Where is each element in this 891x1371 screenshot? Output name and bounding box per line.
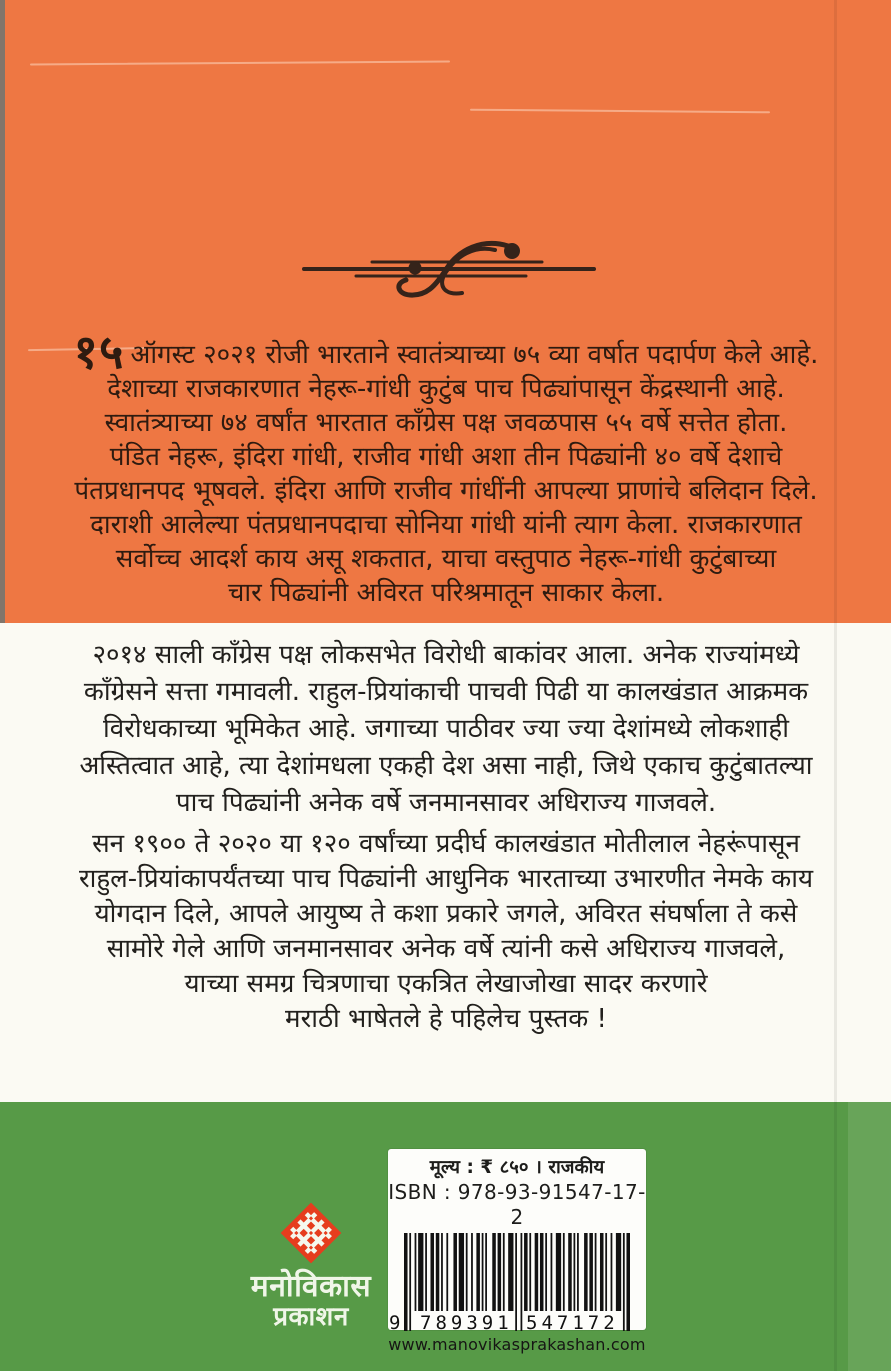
spine-fold-line	[834, 0, 837, 1371]
blurb-paragraph-1	[60, 325, 832, 610]
text-line: दाराशी आलेल्या पंतप्रधानपदाचा सोनिया गांधी यांनी त्याग केला. राजकारणात	[90, 510, 802, 540]
blurb-paragraph-2	[60, 637, 832, 822]
text-line: २०१४ साली काँग्रेस पक्ष लोकसभेत विरोधी बाकांवर आला. अनेक राज्यांमध्ये	[92, 640, 800, 670]
text-line: मराठी भाषेतले हे पहिलेच पुस्तक !	[285, 1004, 607, 1034]
text-line: काँग्रेसने सत्ता गमावली. राहुल-प्रियांकाची पाचवी पिढी या कालखंडात आक्रमक	[83, 677, 809, 707]
barcode	[389, 1233, 630, 1334]
flourish-divider-icon	[296, 238, 602, 302]
price-isbn-panel	[388, 1149, 646, 1354]
text-line: चार पिढ्यांनी अविरत परिश्रमातून साकार केला.	[227, 578, 665, 608]
price-text: मूल्य : ₹ ८५० । राजकीय	[429, 1157, 605, 1178]
publisher-name: मनोविकास	[250, 1269, 372, 1304]
barcode-digit-group1: 789391	[420, 1312, 513, 1334]
text-line: स्वातंत्र्याच्या ७४ वर्षांत भारतात काँग्रेस पक्ष जवळपास ५५ वर्षे सत्तेत होता.	[104, 408, 788, 438]
barcode-digit-lead: 9	[389, 1312, 401, 1334]
barcode-digits	[389, 1312, 630, 1334]
dropcap-numerals: १५	[73, 325, 125, 380]
text-line	[60, 325, 832, 380]
text-line: योगदान दिले, आपले आयुष्य ते कशा प्रकारे जगले, अविरत संघर्षाला ते कसे	[94, 899, 798, 929]
text-line: सर्वोच्च आदर्श काय असू शकतात, याचा वस्तुपाठ नेहरू-गांधी कुटुंबाच्या	[115, 544, 777, 574]
text-line: अस्तित्वात आहे, त्या देशांमधला एकही देश असा नाही, जिथे एकाच कुटुंबातल्या	[79, 751, 813, 781]
publisher-diamond-icon	[274, 1196, 348, 1270]
barcode-digit-group2: 547172	[526, 1312, 619, 1334]
publisher-logo	[233, 1196, 389, 1332]
text-line: पाच पिढ्यांनी अनेक वर्षे जनमानसावर अधिराज्य गाजवले.	[175, 788, 717, 818]
text-line: पंडित नेहरू, इंदिरा गांधी, राजीव गांधी अशा तीन पिढ्यांनी ४० वर्षे देशाचे	[109, 442, 783, 472]
isbn-text: ISBN : 978-93-91547-17-2	[388, 1180, 646, 1229]
text-line: पंतप्रधानपद भूषवले. इंदिरा आणि राजीव गांधींनी आपल्या प्राणांचे बलिदान दिले.	[74, 476, 818, 506]
publisher-website: www.manovikasprakashan.com	[388, 1335, 646, 1354]
publisher-name-line2: प्रकाशन	[273, 1302, 349, 1332]
text-line: सामोरे गेले आणि जनमानसावर अनेक वर्षे त्यांनी कसे अधिराज्य गाजवले,	[106, 934, 786, 964]
text-line: देशाच्या राजकारणात नेहरू-गांधी कुटुंब पाच पिढ्यांपासून केंद्रस्थानी आहे.	[107, 374, 785, 404]
text-line: राहुल-प्रियांकापर्यंतच्या पाच पिढ्यांनी आधुनिक भारताच्या उभारणीत नेमके काय	[78, 864, 814, 894]
scan-edge	[0, 0, 5, 623]
blurb-paragraph-3	[60, 827, 832, 1037]
text-line: सन १९०० ते २०२० या १२० वर्षांच्या प्रदीर्घ कालखंडात मोतीलाल नेहरूंपासून	[92, 829, 800, 859]
spine-highlight	[848, 1102, 891, 1371]
text-line: याच्या समग्र चित्रणाचा एकत्रित लेखाजोखा सादर करणारे	[184, 969, 708, 999]
text-line: विरोधकाच्या भूमिकेत आहे. जगाच्या पाठीवर ज्या ज्या देशांमध्ये लोकशाही	[103, 714, 789, 744]
text-line: ऑगस्ट २०२१ रोजी भारताने स्वातंत्र्याच्या ७५ व्या वर्षात पदार्पण केले आहे.	[130, 340, 819, 370]
